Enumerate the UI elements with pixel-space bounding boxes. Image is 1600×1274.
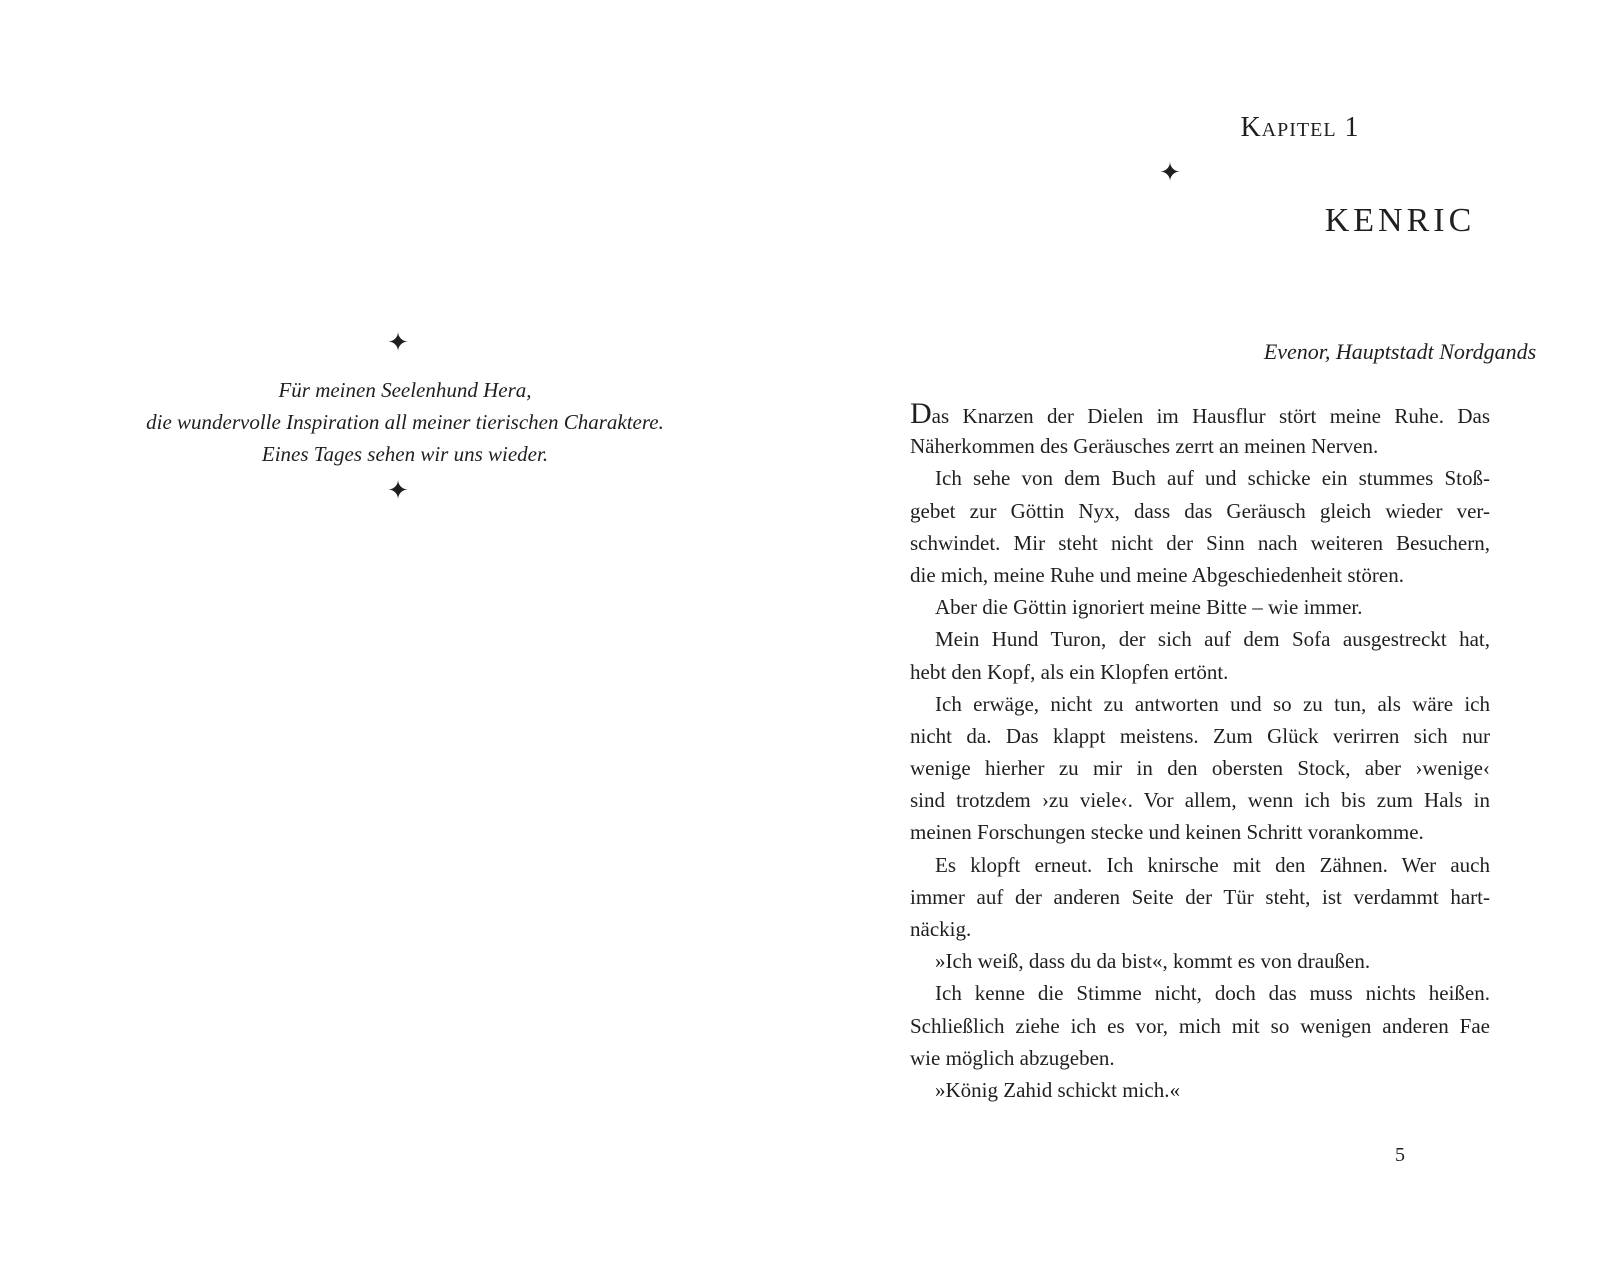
star-ornament-icon: ✦: [387, 328, 409, 358]
text-line: Näherkommen des Geräusches zerrt an meinen Nerven.: [910, 434, 1379, 459]
chapter-location: Evenor, Hauptstadt Nordgands: [1263, 339, 1537, 364]
text-line: meinen Forschungen stecke und keinen Schritt vorankomme.: [910, 820, 1424, 845]
text-line: Ich sehe von dem Buch auf und schicke ein stummes Stoß-: [935, 466, 1490, 491]
text-line: Das Knarzen der Dielen im Hausflur stört meine Ruhe. Das: [910, 397, 1490, 430]
text-line: Ich kenne die Stimme nicht, doch das muss nichts heißen.: [935, 981, 1490, 1006]
right-page: [800, 0, 1600, 1274]
text-line: Ich erwäge, nicht zu antworten und so zu tun, als wäre ich: [935, 691, 1490, 716]
text-line: sind trotzdem ›zu viele‹. Vor allem, wenn ich bis zum Hals in: [910, 788, 1490, 813]
text-line: nicht da. Das klappt meistens. Zum Glück verirren sich nur: [910, 723, 1490, 748]
text-line: die mich, meine Ruhe und meine Abgeschiedenheit stören.: [910, 562, 1404, 587]
page-number: 5: [1395, 1144, 1405, 1166]
text-line: näckig.: [910, 917, 972, 941]
chapter-body: [910, 398, 1490, 1106]
chapter-title: KENRIC: [1324, 202, 1476, 239]
text-line: hebt den Kopf, als ein Klopfen ertönt.: [910, 659, 1229, 684]
text-line: wie möglich abzugeben.: [910, 1045, 1115, 1070]
text-line: »König Zahid schickt mich.«: [935, 1077, 1180, 1102]
text-line: wenige hierher zu mir in den obersten Stock, aber ›wenige‹: [910, 756, 1490, 781]
text-line: Es klopft erneut. Ich knirsche mit den Zähnen. Wer auch: [935, 852, 1490, 877]
star-ornament-icon: ✦: [1159, 158, 1181, 188]
text-line: Mein Hund Turon, der sich auf dem Sofa ausgestreckt hat,: [935, 627, 1490, 652]
chapter-label: Kapitel 1: [1240, 112, 1360, 143]
text-line: immer auf der anderen Seite der Tür steht, ist verdammt hart-: [910, 884, 1490, 909]
drop-cap: D: [910, 397, 932, 430]
star-ornament-icon: ✦: [387, 476, 409, 506]
text-line: Schließlich ziehe ich es vor, mich mit so wenigen anderen Fae: [910, 1013, 1490, 1038]
dedication: [100, 374, 710, 470]
text-line: schwindet. Mir steht nicht der Sinn nach weiteren Besuchern,: [910, 530, 1490, 555]
dedication-line: die wundervolle Inspiration all meiner tierischen Charaktere.: [146, 410, 664, 434]
text-line: »Ich weiß, dass du da bist«, kommt es von draußen.: [935, 949, 1371, 974]
text-line: gebet zur Göttin Nyx, dass das Geräusch gleich wieder ver-: [910, 498, 1490, 523]
dedication-line: Eines Tages sehen wir uns wieder.: [261, 442, 549, 466]
text-line: Aber die Göttin ignoriert meine Bitte – wie immer.: [935, 595, 1363, 620]
dedication-line: Für meinen Seelenhund Hera,: [278, 378, 532, 402]
